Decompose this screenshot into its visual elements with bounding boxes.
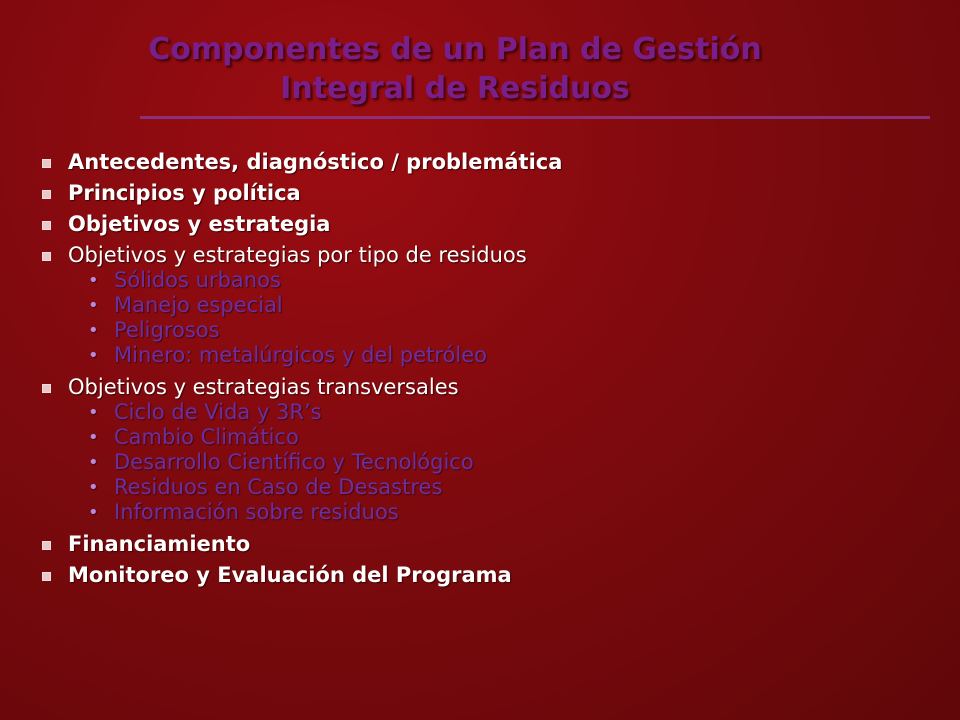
- sub-item: [86, 343, 600, 368]
- list-item: [40, 532, 600, 556]
- sub-item-label: Cambio Climático: [114, 425, 299, 449]
- square-bullet-icon: [42, 190, 51, 199]
- sub-item: [86, 318, 600, 343]
- item-label: Principios y política: [68, 181, 301, 205]
- sub-item: [86, 268, 600, 293]
- title-divider: [140, 116, 930, 119]
- sub-item: [86, 425, 600, 450]
- sub-item: [86, 293, 600, 318]
- dot-bullet-icon: •: [88, 427, 99, 448]
- sub-item-label: Desarrollo Científico y Tecnológico: [114, 450, 474, 474]
- list-item: [40, 181, 600, 205]
- item-label: Monitoreo y Evaluación del Programa: [68, 563, 512, 587]
- title-line-2: Integral de Residuos: [280, 71, 630, 106]
- square-bullet-icon: [42, 572, 51, 581]
- sub-item: [86, 450, 600, 475]
- sub-item-label: Manejo especial: [114, 293, 283, 317]
- bullet-list: [40, 150, 600, 594]
- title-line-1: Componentes de un Plan de Gestión: [148, 32, 762, 67]
- sub-item-label: Información sobre residuos: [114, 500, 399, 524]
- item-label: Financiamiento: [68, 532, 251, 556]
- square-bullet-icon: [42, 541, 51, 550]
- list-item: [40, 375, 600, 525]
- sub-list: [68, 268, 600, 368]
- item-label: Objetivos y estrategias por tipo de residuos: [68, 243, 527, 267]
- item-label: Antecedentes, diagnóstico / problemática: [68, 150, 563, 174]
- sub-item-label: Residuos en Caso de Desastres: [114, 475, 443, 499]
- sub-item-label: Minero: metalúrgicos y del petróleo: [114, 343, 487, 367]
- list-item: [40, 212, 600, 236]
- sub-item: [86, 400, 600, 425]
- list-item: [40, 563, 600, 587]
- item-label: Objetivos y estrategias transversales: [68, 375, 459, 399]
- list-item: [40, 243, 600, 368]
- sub-item: [86, 475, 600, 500]
- dot-bullet-icon: •: [88, 502, 99, 523]
- square-bullet-icon: [42, 159, 51, 168]
- dot-bullet-icon: •: [88, 345, 99, 366]
- item-label: Objetivos y estrategia: [68, 212, 331, 236]
- dot-bullet-icon: •: [88, 452, 99, 473]
- list-item: [40, 150, 600, 174]
- dot-bullet-icon: •: [88, 477, 99, 498]
- square-bullet-icon: [42, 384, 51, 393]
- dot-bullet-icon: •: [88, 402, 99, 423]
- dot-bullet-icon: •: [88, 295, 99, 316]
- square-bullet-icon: [42, 221, 51, 230]
- sub-item-label: Peligrosos: [114, 318, 220, 342]
- dot-bullet-icon: •: [88, 320, 99, 341]
- dot-bullet-icon: •: [88, 270, 99, 291]
- sub-list: [68, 400, 600, 525]
- sub-item: [86, 500, 600, 525]
- slide-title: [0, 30, 910, 108]
- square-bullet-icon: [42, 252, 51, 261]
- sub-item-label: Ciclo de Vida y 3R’s: [114, 400, 322, 424]
- sub-item-label: Sólidos urbanos: [114, 268, 281, 292]
